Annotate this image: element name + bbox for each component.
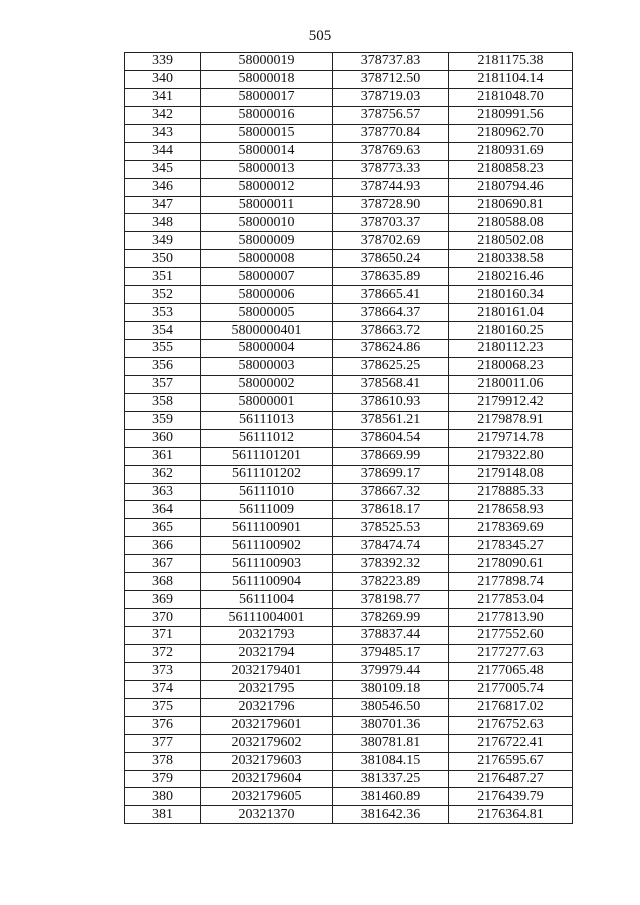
x-coordinate-cell: 378618.17 [333, 501, 449, 519]
coordinates-table-body [125, 53, 573, 824]
row-index-cell: 351 [125, 268, 201, 286]
x-coordinate-cell: 378474.74 [333, 537, 449, 555]
point-id-cell: 58000001 [201, 393, 333, 411]
y-coordinate-cell: 2180161.04 [449, 304, 573, 322]
point-id-cell: 5611100902 [201, 537, 333, 555]
y-coordinate-cell: 2176364.81 [449, 806, 573, 824]
row-index-cell: 380 [125, 788, 201, 806]
table-row [125, 160, 573, 178]
row-index-cell: 374 [125, 680, 201, 698]
y-coordinate-cell: 2178345.27 [449, 537, 573, 555]
x-coordinate-cell: 378604.54 [333, 429, 449, 447]
point-id-cell: 58000015 [201, 124, 333, 142]
point-id-cell: 20321793 [201, 627, 333, 645]
table-row [125, 214, 573, 232]
x-coordinate-cell: 378664.37 [333, 304, 449, 322]
table-row [125, 375, 573, 393]
point-id-cell: 20321796 [201, 698, 333, 716]
table-row [125, 662, 573, 680]
y-coordinate-cell: 2177005.74 [449, 680, 573, 698]
table-row [125, 106, 573, 124]
y-coordinate-cell: 2178369.69 [449, 519, 573, 537]
point-id-cell: 20321795 [201, 680, 333, 698]
y-coordinate-cell: 2179912.42 [449, 393, 573, 411]
row-index-cell: 361 [125, 447, 201, 465]
row-index-cell: 363 [125, 483, 201, 501]
table-row [125, 483, 573, 501]
x-coordinate-cell: 380701.36 [333, 716, 449, 734]
y-coordinate-cell: 2177853.04 [449, 591, 573, 609]
x-coordinate-cell: 378712.50 [333, 70, 449, 88]
y-coordinate-cell: 2180690.81 [449, 196, 573, 214]
point-id-cell: 5611100901 [201, 519, 333, 537]
x-coordinate-cell: 378719.03 [333, 88, 449, 106]
table-row [125, 304, 573, 322]
row-index-cell: 365 [125, 519, 201, 537]
table-row [125, 429, 573, 447]
y-coordinate-cell: 2179878.91 [449, 411, 573, 429]
point-id-cell: 58000003 [201, 357, 333, 375]
y-coordinate-cell: 2180160.34 [449, 286, 573, 304]
x-coordinate-cell: 379979.44 [333, 662, 449, 680]
table-row [125, 124, 573, 142]
point-id-cell: 58000004 [201, 340, 333, 358]
point-id-cell: 58000006 [201, 286, 333, 304]
table-row [125, 465, 573, 483]
x-coordinate-cell: 378737.83 [333, 53, 449, 71]
point-id-cell: 5611100904 [201, 573, 333, 591]
point-id-cell: 20321794 [201, 644, 333, 662]
table-row [125, 393, 573, 411]
x-coordinate-cell: 378568.41 [333, 375, 449, 393]
row-index-cell: 346 [125, 178, 201, 196]
point-id-cell: 58000010 [201, 214, 333, 232]
y-coordinate-cell: 2180962.70 [449, 124, 573, 142]
row-index-cell: 352 [125, 286, 201, 304]
x-coordinate-cell: 378663.72 [333, 322, 449, 340]
row-index-cell: 376 [125, 716, 201, 734]
y-coordinate-cell: 2179322.80 [449, 447, 573, 465]
table-row [125, 734, 573, 752]
point-id-cell: 58000013 [201, 160, 333, 178]
x-coordinate-cell: 380109.18 [333, 680, 449, 698]
table-row [125, 70, 573, 88]
y-coordinate-cell: 2180068.23 [449, 357, 573, 375]
point-id-cell: 20321370 [201, 806, 333, 824]
point-id-cell: 58000011 [201, 196, 333, 214]
row-index-cell: 348 [125, 214, 201, 232]
y-coordinate-cell: 2178090.61 [449, 555, 573, 573]
point-id-cell: 58000002 [201, 375, 333, 393]
row-index-cell: 371 [125, 627, 201, 645]
y-coordinate-cell: 2176595.67 [449, 752, 573, 770]
x-coordinate-cell: 378756.57 [333, 106, 449, 124]
x-coordinate-cell: 378769.63 [333, 142, 449, 160]
x-coordinate-cell: 378624.86 [333, 340, 449, 358]
row-index-cell: 349 [125, 232, 201, 250]
row-index-cell: 368 [125, 573, 201, 591]
point-id-cell: 58000016 [201, 106, 333, 124]
x-coordinate-cell: 378525.53 [333, 519, 449, 537]
y-coordinate-cell: 2180588.08 [449, 214, 573, 232]
x-coordinate-cell: 378699.17 [333, 465, 449, 483]
table-row [125, 806, 573, 824]
x-coordinate-cell: 378773.33 [333, 160, 449, 178]
y-coordinate-cell: 2176722.41 [449, 734, 573, 752]
y-coordinate-cell: 2178885.33 [449, 483, 573, 501]
row-index-cell: 344 [125, 142, 201, 160]
x-coordinate-cell: 378198.77 [333, 591, 449, 609]
x-coordinate-cell: 378744.93 [333, 178, 449, 196]
x-coordinate-cell: 381642.36 [333, 806, 449, 824]
y-coordinate-cell: 2176487.27 [449, 770, 573, 788]
point-id-cell: 58000012 [201, 178, 333, 196]
table-row [125, 627, 573, 645]
row-index-cell: 372 [125, 644, 201, 662]
table-row [125, 501, 573, 519]
row-index-cell: 353 [125, 304, 201, 322]
x-coordinate-cell: 378669.99 [333, 447, 449, 465]
table-row [125, 770, 573, 788]
point-id-cell: 2032179605 [201, 788, 333, 806]
point-id-cell: 58000009 [201, 232, 333, 250]
table-row [125, 142, 573, 160]
table-row [125, 447, 573, 465]
table-row [125, 322, 573, 340]
table-row [125, 411, 573, 429]
row-index-cell: 379 [125, 770, 201, 788]
point-id-cell: 56111013 [201, 411, 333, 429]
y-coordinate-cell: 2176752.63 [449, 716, 573, 734]
point-id-cell: 5611100903 [201, 555, 333, 573]
row-index-cell: 354 [125, 322, 201, 340]
point-id-cell: 58000014 [201, 142, 333, 160]
y-coordinate-cell: 2180794.46 [449, 178, 573, 196]
y-coordinate-cell: 2177813.90 [449, 609, 573, 627]
point-id-cell: 5800000401 [201, 322, 333, 340]
x-coordinate-cell: 378223.89 [333, 573, 449, 591]
x-coordinate-cell: 381460.89 [333, 788, 449, 806]
x-coordinate-cell: 379485.17 [333, 644, 449, 662]
row-index-cell: 378 [125, 752, 201, 770]
x-coordinate-cell: 378837.44 [333, 627, 449, 645]
row-index-cell: 345 [125, 160, 201, 178]
y-coordinate-cell: 2180858.23 [449, 160, 573, 178]
point-id-cell: 5611101202 [201, 465, 333, 483]
coordinates-table [124, 52, 573, 824]
point-id-cell: 56111012 [201, 429, 333, 447]
x-coordinate-cell: 378610.93 [333, 393, 449, 411]
y-coordinate-cell: 2176439.79 [449, 788, 573, 806]
row-index-cell: 347 [125, 196, 201, 214]
row-index-cell: 360 [125, 429, 201, 447]
point-id-cell: 2032179601 [201, 716, 333, 734]
x-coordinate-cell: 378625.25 [333, 357, 449, 375]
table-row [125, 519, 573, 537]
y-coordinate-cell: 2177552.60 [449, 627, 573, 645]
row-index-cell: 369 [125, 591, 201, 609]
row-index-cell: 350 [125, 250, 201, 268]
row-index-cell: 366 [125, 537, 201, 555]
table-row [125, 716, 573, 734]
x-coordinate-cell: 378561.21 [333, 411, 449, 429]
table-row [125, 232, 573, 250]
row-index-cell: 355 [125, 340, 201, 358]
row-index-cell: 377 [125, 734, 201, 752]
row-index-cell: 339 [125, 53, 201, 71]
point-id-cell: 58000008 [201, 250, 333, 268]
table-row [125, 357, 573, 375]
point-id-cell: 56111010 [201, 483, 333, 501]
table-row [125, 268, 573, 286]
table-row [125, 752, 573, 770]
y-coordinate-cell: 2180991.56 [449, 106, 573, 124]
table-row [125, 644, 573, 662]
point-id-cell: 58000018 [201, 70, 333, 88]
y-coordinate-cell: 2180160.25 [449, 322, 573, 340]
table-row [125, 88, 573, 106]
page-number: 505 [308, 28, 332, 44]
point-id-cell: 2032179603 [201, 752, 333, 770]
row-index-cell: 341 [125, 88, 201, 106]
point-id-cell: 2032179602 [201, 734, 333, 752]
point-id-cell: 56111004001 [201, 609, 333, 627]
x-coordinate-cell: 378650.24 [333, 250, 449, 268]
x-coordinate-cell: 378702.69 [333, 232, 449, 250]
y-coordinate-cell: 2179714.78 [449, 429, 573, 447]
y-coordinate-cell: 2176817.02 [449, 698, 573, 716]
row-index-cell: 340 [125, 70, 201, 88]
row-index-cell: 359 [125, 411, 201, 429]
y-coordinate-cell: 2181104.14 [449, 70, 573, 88]
row-index-cell: 370 [125, 609, 201, 627]
row-index-cell: 367 [125, 555, 201, 573]
y-coordinate-cell: 2180338.58 [449, 250, 573, 268]
table-row [125, 555, 573, 573]
y-coordinate-cell: 2177277.63 [449, 644, 573, 662]
table-row [125, 788, 573, 806]
point-id-cell: 5611101201 [201, 447, 333, 465]
table-row [125, 340, 573, 358]
row-index-cell: 357 [125, 375, 201, 393]
point-id-cell: 56111004 [201, 591, 333, 609]
point-id-cell: 58000005 [201, 304, 333, 322]
x-coordinate-cell: 378770.84 [333, 124, 449, 142]
y-coordinate-cell: 2180931.69 [449, 142, 573, 160]
point-id-cell: 2032179401 [201, 662, 333, 680]
x-coordinate-cell: 378667.32 [333, 483, 449, 501]
table-row [125, 53, 573, 71]
y-coordinate-cell: 2180502.08 [449, 232, 573, 250]
row-index-cell: 356 [125, 357, 201, 375]
table-row [125, 680, 573, 698]
point-id-cell: 56111009 [201, 501, 333, 519]
point-id-cell: 58000007 [201, 268, 333, 286]
x-coordinate-cell: 380546.50 [333, 698, 449, 716]
row-index-cell: 364 [125, 501, 201, 519]
table-row [125, 178, 573, 196]
row-index-cell: 373 [125, 662, 201, 680]
row-index-cell: 381 [125, 806, 201, 824]
table-row [125, 537, 573, 555]
point-id-cell: 58000019 [201, 53, 333, 71]
table-row [125, 573, 573, 591]
x-coordinate-cell: 380781.81 [333, 734, 449, 752]
y-coordinate-cell: 2180112.23 [449, 340, 573, 358]
x-coordinate-cell: 378635.89 [333, 268, 449, 286]
y-coordinate-cell: 2178658.93 [449, 501, 573, 519]
y-coordinate-cell: 2181048.70 [449, 88, 573, 106]
table-row [125, 196, 573, 214]
row-index-cell: 358 [125, 393, 201, 411]
table-row [125, 250, 573, 268]
point-id-cell: 2032179604 [201, 770, 333, 788]
x-coordinate-cell: 378728.90 [333, 196, 449, 214]
table-row [125, 698, 573, 716]
row-index-cell: 362 [125, 465, 201, 483]
y-coordinate-cell: 2177065.48 [449, 662, 573, 680]
y-coordinate-cell: 2177898.74 [449, 573, 573, 591]
y-coordinate-cell: 2181175.38 [449, 53, 573, 71]
row-index-cell: 342 [125, 106, 201, 124]
table-row [125, 609, 573, 627]
x-coordinate-cell: 378392.32 [333, 555, 449, 573]
x-coordinate-cell: 381337.25 [333, 770, 449, 788]
x-coordinate-cell: 378269.99 [333, 609, 449, 627]
row-index-cell: 375 [125, 698, 201, 716]
row-index-cell: 343 [125, 124, 201, 142]
table-row [125, 591, 573, 609]
x-coordinate-cell: 378665.41 [333, 286, 449, 304]
point-id-cell: 58000017 [201, 88, 333, 106]
y-coordinate-cell: 2180216.46 [449, 268, 573, 286]
x-coordinate-cell: 381084.15 [333, 752, 449, 770]
table-row [125, 286, 573, 304]
y-coordinate-cell: 2179148.08 [449, 465, 573, 483]
y-coordinate-cell: 2180011.06 [449, 375, 573, 393]
x-coordinate-cell: 378703.37 [333, 214, 449, 232]
